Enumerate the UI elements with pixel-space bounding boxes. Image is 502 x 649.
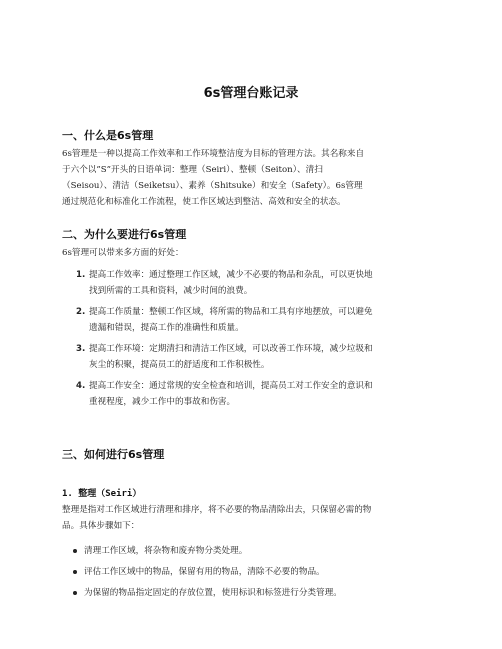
section-2-heading: 二、为什么要进行6s管理 <box>62 228 187 241</box>
list-line: 提高工作安全：通过常规的安全检查和培训，提高员工对工作安全的意识和 <box>89 381 373 391</box>
bullet-text: 清理工作区域，将杂物和废弃物分类处理。 <box>84 546 248 556</box>
list-number: 4. <box>76 381 86 391</box>
subsection-paragraph <box>62 502 442 534</box>
section-3-heading: 三、如何进行6s管理 <box>62 448 165 461</box>
bullet-text: 为保留的物品指定固定的存放位置，使用标识和标签进行分类管理。 <box>84 588 342 598</box>
list-line: 提高工作质量：整顿工作区域，将所需的物品和工具有序地摆放，可以避免 <box>89 307 373 317</box>
bullet-item <box>84 564 325 580</box>
bullet-dot-icon <box>73 549 77 553</box>
paragraph-line: 6s管理可以带来多方面的好处： <box>62 248 184 258</box>
bullet-item <box>84 543 247 559</box>
list-item-text <box>89 341 449 373</box>
bullet-dot-icon <box>73 570 77 574</box>
paragraph-line: （Seisou）、清洁（Seiketsu）、素养（Shitsuke）和安全（Safety）。6s管理 <box>62 181 363 191</box>
subsection-heading: 1. 整理（Seiri） <box>62 489 142 499</box>
document-title: 6s管理台账记录 <box>203 86 299 101</box>
section-1-heading: 一、什么是6s管理 <box>62 129 154 142</box>
list-line: 提高工作环境：定期清扫和清洁工作区域，可以改善工作环境，减少垃圾和 <box>89 344 373 354</box>
section-2-intro <box>62 245 442 261</box>
list-number: 1. <box>76 270 86 280</box>
list-line: 遗漏和错误，提高工作的准确性和质量。 <box>89 323 244 333</box>
list-line: 提高工作效率：通过整理工作区域，减少不必要的物品和杂乱，可以更快地 <box>89 270 373 280</box>
paragraph-line: 6s管理是一种以提高工作效率和工作环境整洁度为目标的管理方法。其名称来自 <box>62 149 365 159</box>
bullet-dot-icon <box>73 591 77 595</box>
list-line: 灰尘的积聚，提高员工的舒适度和工作积极性。 <box>89 360 270 370</box>
paragraph-line: 品。具体步骤如下： <box>62 521 140 531</box>
list-number: 3. <box>76 344 86 354</box>
list-line: 重视程度，减少工作中的事故和伤害。 <box>89 397 236 407</box>
section-1-paragraph <box>62 146 442 210</box>
paragraph-line: 通过规范化和标准化工作流程，使工作区域达到整洁、高效和安全的状态。 <box>62 197 346 207</box>
paragraph-line: 于六个以”S”开头的日语单词：整理（Seiri）、整顿（Seiton）、清扫 <box>62 165 323 175</box>
list-item-text <box>89 304 449 336</box>
list-number: 2. <box>76 307 86 317</box>
bullet-item <box>84 585 342 601</box>
paragraph-line: 整理是指对工作区域进行清理和排序，将不必要的物品清除出去，只保留必需的物 <box>62 505 372 515</box>
list-item-text <box>89 378 449 410</box>
bullet-text: 评估工作区域中的物品，保留有用的物品，清除不必要的物品。 <box>84 567 325 577</box>
list-item-text <box>89 267 449 299</box>
list-line: 找到所需的工具和资料，减少时间的浪费。 <box>89 286 253 296</box>
